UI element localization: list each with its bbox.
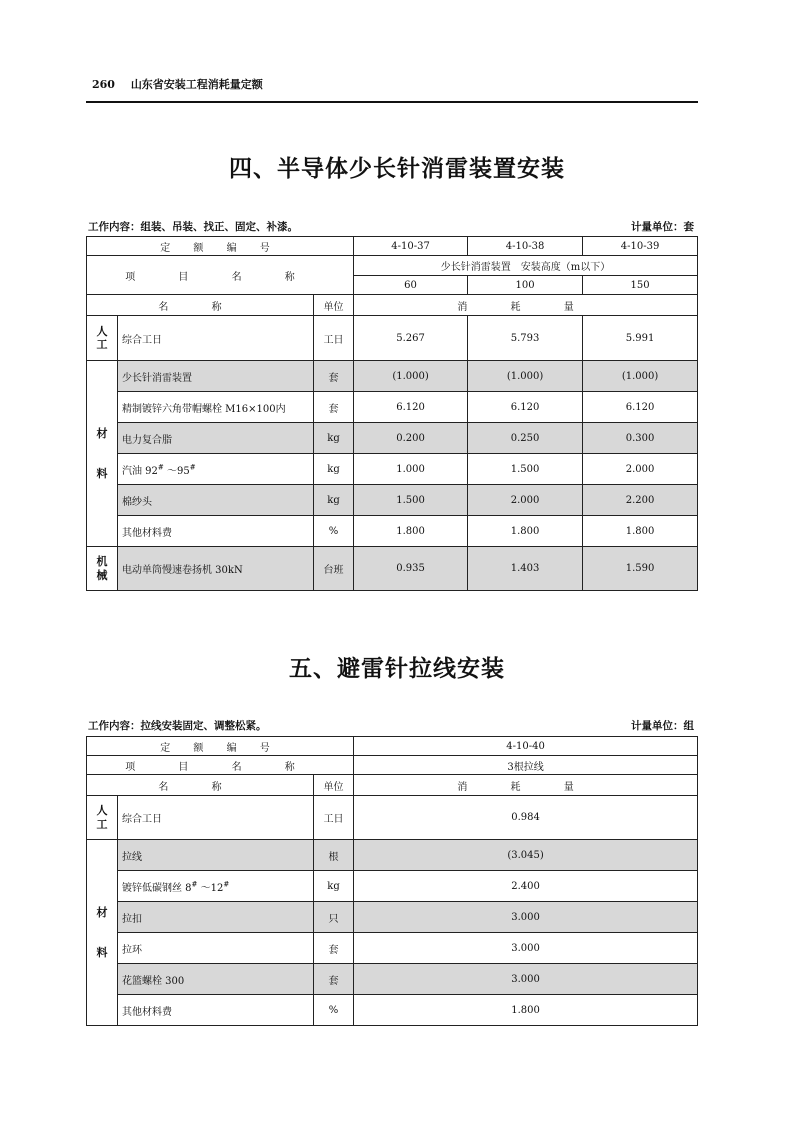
page-header [92,76,263,92]
material-unit: 根 [314,840,354,871]
table-row [87,237,698,256]
quota-no-label: 定 额 编 号 [87,237,354,256]
labor-name: 综合工日 [118,316,314,361]
item-name-label: 项 目 名 称 [87,756,354,775]
column-unit-header: 单位 [314,775,354,796]
material-name: 少长针消雷装置 [118,361,314,392]
book-title: 山东省安装工程消耗量定额 [130,78,263,91]
material-unit: % [314,516,354,547]
material-name: 花篮螺栓 300 [118,964,314,995]
material-unit: 套 [314,392,354,423]
section2-unit-label: 计量单位：组 [631,720,694,732]
quota-code: 4-10-40 [354,737,698,756]
material-unit: kg [314,454,354,485]
material-value: 1.800 [354,995,698,1026]
material-value: 1.500 [354,485,468,516]
item-description: 少长针消雷装置 安装高度（m以下） [354,256,698,276]
material-value: (1.000) [354,361,468,392]
material-value: 1.800 [354,516,468,547]
material-value: (1.000) [583,361,698,392]
material-unit: % [314,995,354,1026]
machine-unit: 台班 [314,547,354,591]
item-name-label: 项 目 名 称 [87,256,354,295]
section2-title: 五、避雷针拉线安装 [289,656,505,682]
quota-no-label: 定 额 编 号 [87,737,354,756]
table-row [87,361,698,392]
height-value: 150 [583,276,698,295]
table-row [87,840,698,871]
table-row [87,871,698,902]
table-row [87,756,698,775]
column-consumption-header: 消 耗 量 [354,295,698,316]
labor-value: 5.991 [583,316,698,361]
page-number: 260 [92,78,115,91]
category-material: 材 料 [87,840,118,1026]
table-row [87,775,698,796]
material-value: 1.500 [468,454,583,485]
table-row [87,796,698,840]
material-unit: kg [314,871,354,902]
material-value: 0.300 [583,423,698,454]
machine-name: 电动单筒慢速卷扬机 30kN [118,547,314,591]
table-row [87,964,698,995]
material-value: (3.045) [354,840,698,871]
table-row [87,547,698,591]
section1-work-content: 工作内容：组装、吊装、找正、固定、补漆。 [88,221,298,233]
material-value: 2.200 [583,485,698,516]
category-labor: 人 工 [87,316,118,361]
material-value: 1.800 [468,516,583,547]
material-unit: 套 [314,361,354,392]
material-value: 0.250 [468,423,583,454]
material-name: 拉扣 [118,902,314,933]
labor-value: 0.984 [354,796,698,840]
machine-value: 0.935 [354,547,468,591]
material-name: 其他材料费 [118,516,314,547]
quota-code: 4-10-38 [468,237,583,256]
section1-unit-label: 计量单位：套 [631,221,694,233]
column-name-header: 名 称 [87,295,314,316]
table-row [87,454,698,485]
column-unit-header: 单位 [314,295,354,316]
table-row [87,902,698,933]
table-row [87,295,698,316]
labor-unit: 工日 [314,316,354,361]
material-value: 1.800 [583,516,698,547]
section2-work-line [88,718,694,733]
table-row [87,737,698,756]
machine-value: 1.403 [468,547,583,591]
labor-unit: 工日 [314,796,354,840]
height-value: 100 [468,276,583,295]
material-value: 3.000 [354,902,698,933]
item-description: 3根拉线 [354,756,698,775]
material-name: 精制镀锌六角带帽螺栓 M16×100内 [118,392,314,423]
material-name: 镀锌低碳钢丝 8# ～12# [118,871,314,902]
header-rule [86,101,698,103]
section2-work-content: 工作内容：拉线安装固定、调整松紧。 [88,720,267,732]
table-row [87,933,698,964]
material-name: 其他材料费 [118,995,314,1026]
material-name: 电力复合脂 [118,423,314,454]
material-value: 2.000 [468,485,583,516]
category-machine: 机 械 [87,547,118,591]
section1-title: 四、半导体少长针消雷装置安装 [229,156,565,182]
table-row [87,423,698,454]
material-value: 6.120 [468,392,583,423]
section2-quota-table [86,736,698,1026]
material-unit: kg [314,485,354,516]
table-row [87,392,698,423]
labor-name: 综合工日 [118,796,314,840]
material-name: 拉线 [118,840,314,871]
machine-value: 1.590 [583,547,698,591]
table-row [87,516,698,547]
material-value: (1.000) [468,361,583,392]
material-name: 汽油 92# ～95# [118,454,314,485]
height-value: 60 [354,276,468,295]
table-row [87,316,698,361]
table-row [87,995,698,1026]
material-value: 6.120 [583,392,698,423]
category-material: 材 料 [87,361,118,547]
material-name: 棉纱头 [118,485,314,516]
column-consumption-header: 消 耗 量 [354,775,698,796]
material-value: 2.400 [354,871,698,902]
section1-work-line [88,219,694,234]
material-unit: kg [314,423,354,454]
material-value: 3.000 [354,964,698,995]
section1-quota-table [86,236,698,591]
material-unit: 套 [314,964,354,995]
material-value: 1.000 [354,454,468,485]
table-row [87,256,698,276]
material-value: 6.120 [354,392,468,423]
labor-value: 5.267 [354,316,468,361]
column-name-header: 名 称 [87,775,314,796]
material-value: 3.000 [354,933,698,964]
material-unit: 只 [314,902,354,933]
material-name: 拉环 [118,933,314,964]
material-value: 0.200 [354,423,468,454]
table-row [87,485,698,516]
labor-value: 5.793 [468,316,583,361]
material-unit: 套 [314,933,354,964]
quota-code: 4-10-37 [354,237,468,256]
quota-code: 4-10-39 [583,237,698,256]
category-labor: 人 工 [87,796,118,840]
material-value: 2.000 [583,454,698,485]
